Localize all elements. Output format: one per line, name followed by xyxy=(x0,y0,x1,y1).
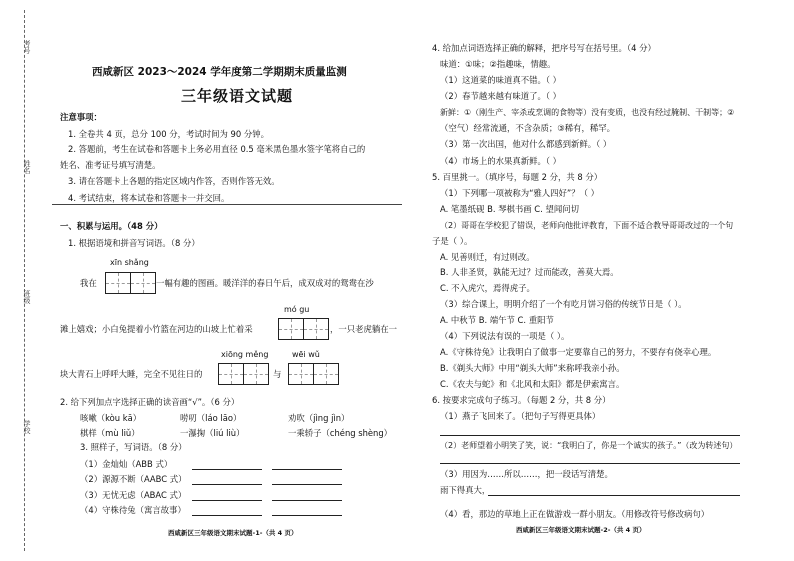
q5-2: （2）哥哥在学校犯了错误，老师向他批评教育，下面不适合教导哥哥改过的一个句 xyxy=(440,221,734,230)
q2-option[interactable]: 唠叨（láo lāo） xyxy=(180,413,242,423)
pinyin-mogu: mó gu xyxy=(284,305,310,314)
q3-item: （1）金灿灿（ABB 式） xyxy=(80,459,173,469)
margin-label-school: 学校 xyxy=(23,420,31,434)
q4-def-weidao: 味道：①味；②指趣味，情趣。 xyxy=(440,59,556,69)
q4-sentence: （1）这道菜的味道真不错。（ ） xyxy=(440,75,562,85)
q5-3: （3）综合课上，明明介绍了一个有吃月饼习俗的传统节日是（ ）。 xyxy=(440,299,687,309)
answer-line[interactable] xyxy=(192,514,262,516)
q6-2: （2）老师望着小明笑了笑，说：“我明白了，你是一个诚实的孩子。”（改为转述句） xyxy=(440,441,738,450)
q2-stem: 2. 给下列加点字选择正确的读音画“√”。（6 分） xyxy=(60,397,240,407)
q2-option[interactable]: 一瀑掬（liú liù） xyxy=(180,428,245,438)
section1-heading: 一、积累与运用。（48 分） xyxy=(60,221,163,231)
q3-item: （3）无忧无虑（ABAC 式） xyxy=(80,490,187,500)
q1-stem: 1. 根据语境和拼音写词语。（8 分） xyxy=(68,238,200,248)
q5-3-options[interactable]: A. 中秋节 B. 端午节 C. 重阳节 xyxy=(440,315,554,325)
pinyin-weiwu: wēi wǔ xyxy=(292,350,320,359)
divider xyxy=(52,204,402,205)
writing-grid-xiongmeng[interactable] xyxy=(218,363,268,385)
q4-def-xinxian-2: （空气）经常流通，不含杂质；③稀有，稀罕。 xyxy=(440,123,616,133)
q6-1: （1）燕子飞回来了。（把句子写得更具体） xyxy=(440,411,601,421)
q5-2-option-c[interactable]: C. 不入虎穴，焉得虎子。 xyxy=(440,283,535,293)
q5-2-option-a[interactable]: A. 见善则迁，有过则改。 xyxy=(440,252,535,262)
cut-line xyxy=(24,10,25,551)
q4-def-xinxian: 新鲜：①（刚生产、宰杀或烹调的食物等）没有变质，也没有经过腌制、干制等；② xyxy=(440,108,735,117)
q6-stem: 6. 按要求完成句子练习。（每题 2 分，共 8 分） xyxy=(432,395,611,405)
q5-4-option-c[interactable]: C.《农夫与蛇》和《北风和太阳》都是伊索寓言。 xyxy=(440,379,625,389)
answer-line[interactable] xyxy=(272,499,342,501)
q1-line3-a: 块大青石上呼呼大睡，完全不见往日的 xyxy=(60,369,203,379)
answer-line[interactable] xyxy=(192,483,262,485)
q5-4: （4）下列说法有误的一项是（ ）。 xyxy=(440,331,570,341)
q1-line1-b: 一幅有趣的图画。暖洋洋的春日午后，成双成对的鸳鸯在沙 xyxy=(156,278,374,288)
q5-2-option-b[interactable]: B. 人非圣贤，孰能无过？过而能改，善莫大焉。 xyxy=(440,267,619,277)
q4-sentence: （3）第一次出国，他对什么都感到新鲜。（ ） xyxy=(440,139,612,149)
answer-line[interactable] xyxy=(440,434,740,436)
exam-header-title: 西咸新区 2023～2024 学年度第二学期期末质量监测 xyxy=(92,66,347,78)
answer-line[interactable] xyxy=(440,462,740,464)
writing-cell[interactable] xyxy=(105,272,131,294)
writing-grid-mogu[interactable] xyxy=(278,318,328,340)
margin-label-name: 姓名 xyxy=(23,160,31,174)
writing-grid-xinshang[interactable] xyxy=(105,272,155,294)
q5-2-cont: 子是（ ）。 xyxy=(432,236,473,246)
pinyin-xinshang: xīn shǎng xyxy=(110,258,149,267)
q6-3-start: 雨下得真大， xyxy=(440,485,491,495)
note-item: 4. 考试结束，将本试卷和答题卡一并交回。 xyxy=(68,193,230,203)
pinyin-xiongmeng: xiōng měng xyxy=(221,350,269,359)
note-item: 2. 答题前，考生在试卷和答题卡上务必用直径 0.5 毫米黑色墨水签字笔将自己的 xyxy=(68,144,366,154)
footer-page-2: 西咸新区三年级语文期末试题-2-（共 4 页） xyxy=(516,526,646,534)
q2-option[interactable]: 咳嗽（kòu kā） xyxy=(80,413,142,423)
binding-margin xyxy=(18,0,32,561)
q2-option[interactable]: 劝吹（jìng jìn） xyxy=(288,413,350,423)
answer-line[interactable] xyxy=(192,499,262,501)
q5-1: （1）下列哪一项被称为“雅人四好”？（ ） xyxy=(440,188,600,198)
q6-3: （3）用因为……所以……，把一段话写清楚。 xyxy=(440,469,613,479)
q2-option[interactable]: 棋样（mù liǔ） xyxy=(80,428,140,438)
writing-cell[interactable] xyxy=(278,318,304,340)
answer-line[interactable] xyxy=(488,494,740,496)
margin-label-class: 班级 xyxy=(23,290,31,304)
exam-subtitle: 三年级语文试题 xyxy=(181,87,294,105)
q6-4: （4）看，那边的草地上正在做游戏一群小朋友。（用修改符号修改病句） xyxy=(440,509,710,519)
q4-stem: 4. 给加点词语选择正确的解释，把序号写在括号里。（4 分） xyxy=(432,43,656,53)
q1-line2-b: ，一只老虎躺在一 xyxy=(330,324,397,334)
answer-line[interactable] xyxy=(272,483,342,485)
writing-cell[interactable] xyxy=(313,363,339,385)
q5-4-option-b[interactable]: B.《剃头大师》中用“剃头大师”来称呼我亲小孙。 xyxy=(440,363,625,373)
note-item: 姓名、准考证号填写清楚。 xyxy=(60,160,161,170)
answer-line[interactable] xyxy=(192,468,262,470)
note-item: 1. 全卷共 4 页，总分 100 分，考试时间为 90 分钟。 xyxy=(68,129,269,139)
writing-grid-weiwu[interactable] xyxy=(288,363,338,385)
footer-page-1: 西咸新区三年级语文期末试题-1-（共 4 页） xyxy=(168,529,298,537)
note-item: 3. 请在答题卡上各题的指定区域内作答，否则作答无效。 xyxy=(68,176,280,186)
writing-cell[interactable] xyxy=(218,363,244,385)
q5-4-option-a[interactable]: A.《守株待兔》让我明白了做事一定要靠自己的努力，不要存有侥幸心理。 xyxy=(440,347,717,357)
q1-line2-a: 滩上嬉戏；小白兔提着小竹篮在河边的山坡上忙着采 xyxy=(60,324,253,334)
q2-option[interactable]: 一乘轿子（chéng shèng） xyxy=(288,428,393,438)
q5-stem: 5. 百里挑一。（填序号，每题 2 分，共 8 分） xyxy=(432,172,603,182)
q4-sentence: （4）市场上的水果真新鲜。（ ） xyxy=(440,156,562,166)
q5-1-options[interactable]: A. 笔墨纸砚 B. 琴棋书画 C. 望闻问切 xyxy=(440,204,579,214)
notes-heading: 注意事项： xyxy=(60,112,102,122)
q1-line1-a: 我在 xyxy=(80,278,97,288)
q1-line3-b: 与 xyxy=(273,369,282,379)
q3-stem: 3. 照样子，写词语。（8 分） xyxy=(80,442,187,452)
q3-item: （4）守株待兔（寓言故事） xyxy=(80,505,186,515)
answer-line[interactable] xyxy=(272,514,342,516)
writing-cell[interactable] xyxy=(288,363,314,385)
margin-label-exam-no: 考号 xyxy=(23,40,31,54)
q4-sentence: （2）春节越来越有味道了。（ ） xyxy=(440,91,562,101)
writing-cell[interactable] xyxy=(130,272,156,294)
writing-cell[interactable] xyxy=(243,363,269,385)
writing-cell[interactable] xyxy=(303,318,329,340)
q3-item: （2）源源不断（AABC 式） xyxy=(80,474,187,484)
answer-line[interactable] xyxy=(272,468,342,470)
